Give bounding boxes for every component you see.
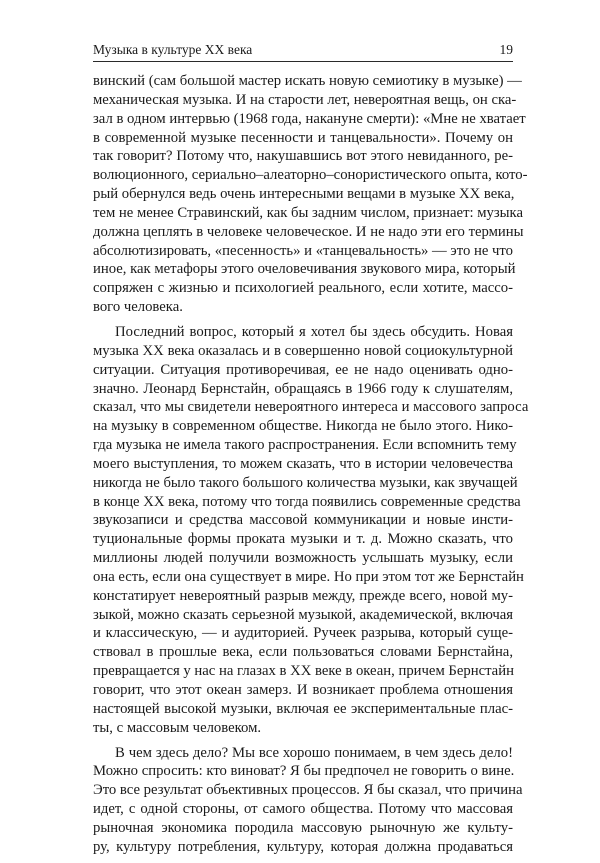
paragraph-2 (93, 323, 529, 738)
text-line: сопряжен с жизнью и психологией реального, если хотите, массо- (93, 280, 513, 297)
text-line: моего выступления, то можем сказать, что в истории человечества (93, 455, 513, 472)
text-line: должна цеплять в человеке человеческое. И не надо эти его термины (93, 223, 524, 240)
text-line: и классическую, — и аудиторией. Ручеек разрыва, который суще- (93, 625, 513, 642)
text-line: зыкой, можно сказать серьезной музыкой, академической, включая (93, 606, 513, 623)
text-line: ру, культуру потребления, культуру, которая должна продаваться (93, 838, 513, 855)
text-line: идет, с одной стороны, от самого общества. Потому что массовая (93, 801, 513, 818)
text-line: рыночная экономика породила массовую рыночную же культу- (93, 819, 513, 836)
text-line: туциональные формы проката музыки и т. д. Можно сказать, что (93, 531, 513, 548)
text-line: гда музыка не имела такого распространения. Если вспомнить тему (93, 437, 517, 454)
text-line: так говорит? Потому что, накушавшись вот этого невиданного, ре- (93, 148, 513, 165)
text-line: ты, с массовым человеком. (93, 719, 262, 736)
text-line: на музыку в современном обществе. Никогда не было этого. Нико- (93, 418, 513, 435)
running-title: Музыка в культуре XX века (93, 42, 253, 57)
text-line: механическая музыка. И на старости лет, невероятная вещь, он ска- (93, 91, 517, 108)
text-line: зал в одном интервью (1968 года, накануне смерти): «Мне не хватает (93, 110, 526, 127)
text-line: винский (сам большой мастер искать новую семиотику в музыке) — (93, 73, 522, 89)
text-line: ствовал в прошлые века, если пользоваться словами Бернстайна, (93, 644, 513, 661)
text-line: никогда не было такого большого количества музыки, как звучащей (93, 474, 518, 491)
text-line: тем не менее Стравинский, как бы задним числом, признает: музыка (93, 204, 523, 221)
text-line: ситуации. Ситуация противоречивая, ее не надо оценивать одно- (93, 361, 513, 378)
text-line: Это все результат объективных процессов. Я бы сказал, что причина (93, 782, 523, 799)
text-line: Последний вопрос, который я хотел бы здесь обсудить. Новая (115, 323, 513, 340)
text-line: она есть, если она существует в мире. Но при этом тот же Бернстайн (93, 568, 524, 585)
page-number: 19 (499, 42, 513, 57)
text-line: вого человека. (93, 299, 183, 316)
paragraph-1 (93, 72, 528, 317)
text-line: превращается у нас на глазах в XX веке в океан, причем Бернстайн (93, 663, 514, 680)
text-line: настоящей высокой музыки, включая ее экспериментальные плас- (93, 700, 513, 717)
running-header (93, 42, 513, 62)
text-line: сказал, что мы свидетели невероятного интереса и массового запроса (93, 399, 529, 416)
text-line: в современной музыке песенности и танцевальности». Почему он (93, 129, 513, 146)
text-line: музыка XX века оказалась и в совершенно новой социокультурной (93, 342, 513, 359)
text-line: Можно спросить: кто виноват? Я бы предпочел не говорить о вине. (93, 763, 515, 780)
text-line: абсолютизировать, «песенность» и «танцевальность» — это не что (93, 242, 513, 259)
text-line: значно. Леонард Бернстайн, обращаясь в 1966 году к слушателям, (93, 380, 513, 397)
text-line: рый обернулся ведь очень интересными вещами в музыке XX века, (93, 186, 515, 203)
text-line: говорит, что этот океан замерз. И возникает проблема отношения (93, 682, 513, 698)
text-line: звукозаписи и средства массовой коммуникации и новые инсти- (93, 512, 513, 529)
text-line: В чем здесь дело? Мы все хорошо понимаем, в чем здесь дело! (115, 744, 513, 761)
page-body (93, 72, 529, 863)
text-line: констатирует невероятный разрыв между, прежде всего, новой му- (93, 587, 513, 604)
text-line: иное, как метафоры этого очеловечивания звукового мира, который (93, 261, 516, 278)
text-line: миллионы людей получили возможность услышать музыку, если (93, 550, 513, 567)
paragraph-3 (93, 744, 523, 857)
text-line: волюционного, сериально–алеаторно–сонористического опыта, кото- (93, 167, 528, 184)
text-line: в конце XX века, потому что тогда появились современные средства (93, 493, 521, 510)
